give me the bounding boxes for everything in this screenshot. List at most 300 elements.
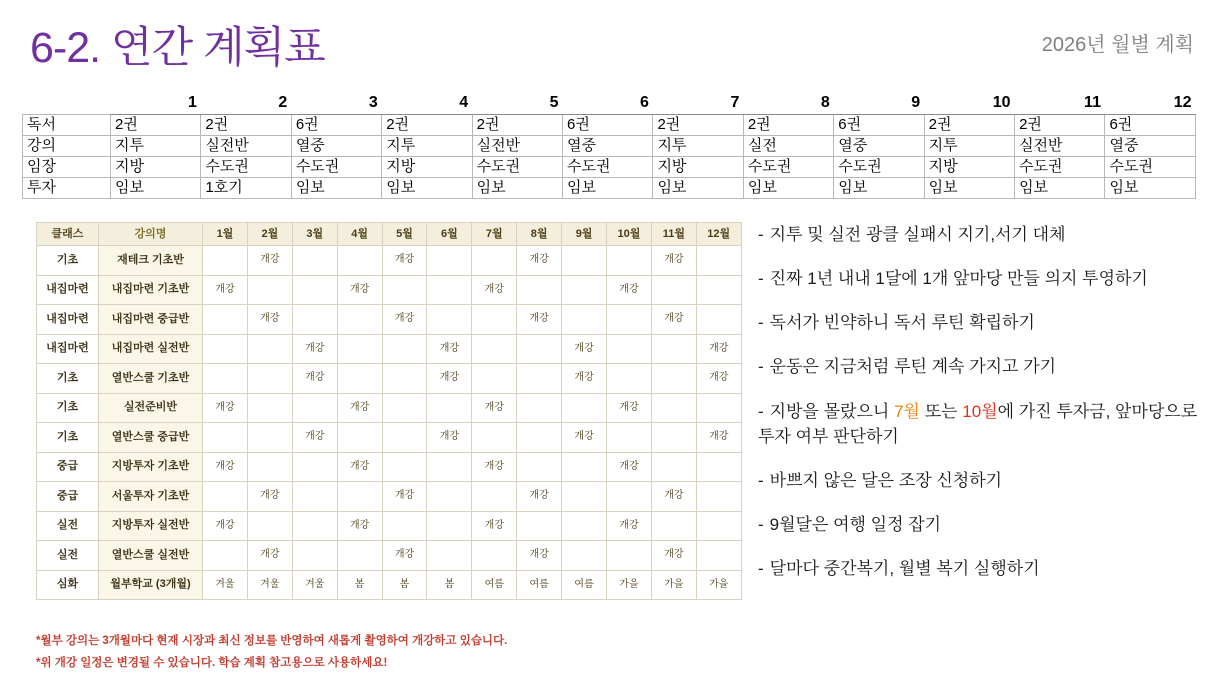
- schedule-month-cell: 개강: [382, 541, 427, 571]
- schedule-month-cell: 개강: [427, 423, 472, 453]
- table-row: [37, 541, 742, 571]
- schedule-month-cell: [651, 334, 696, 364]
- schedule-header-cell: 1월: [203, 223, 248, 246]
- bullet-dash-icon: -: [758, 515, 764, 535]
- schedule-month-cell: [203, 364, 248, 394]
- schedule-course-cell: 지방투자 기초반: [99, 452, 203, 482]
- schedule-month-cell: [337, 423, 382, 453]
- schedule-month-cell: [427, 393, 472, 423]
- year-cell: 지투: [382, 135, 472, 156]
- year-cell: 임보: [653, 177, 743, 198]
- schedule-course-cell: 내집마련 기초반: [99, 275, 203, 305]
- year-month-header: 10: [924, 92, 1014, 114]
- schedule-class-cell: 기초: [37, 393, 99, 423]
- schedule-month-cell: 개강: [696, 423, 741, 453]
- schedule-month-cell: [651, 511, 696, 541]
- schedule-month-cell: [562, 246, 607, 276]
- schedule-month-cell: [382, 511, 427, 541]
- bullet-item: [758, 310, 1202, 335]
- schedule-month-cell: [651, 364, 696, 394]
- bullet-item: [758, 556, 1202, 581]
- table-row: [37, 482, 742, 512]
- table-row: [37, 334, 742, 364]
- schedule-class-cell: 내집마련: [37, 305, 99, 335]
- bullet-dash-icon: -: [758, 357, 764, 377]
- schedule-month-cell: [607, 305, 652, 335]
- schedule-month-cell: 개강: [292, 423, 337, 453]
- schedule-month-cell: 개강: [203, 393, 248, 423]
- schedule-month-cell: [517, 511, 562, 541]
- schedule-class-cell: 내집마련: [37, 334, 99, 364]
- year-cell: 수도권: [472, 156, 562, 177]
- table-row: [37, 364, 742, 394]
- schedule-course-cell: 내집마련 실전반: [99, 334, 203, 364]
- schedule-month-cell: 봄: [427, 570, 472, 600]
- bullet-item: [758, 354, 1202, 379]
- schedule-month-cell: 개강: [517, 482, 562, 512]
- schedule-class-cell: 실전: [37, 541, 99, 571]
- bullet-highlight-month: 10월: [962, 401, 998, 421]
- year-table-row: [23, 156, 1196, 177]
- schedule-month-cell: [607, 541, 652, 571]
- bullet-text: 운동은 지금처럼 루틴 계속 가지고 가기: [769, 357, 1057, 377]
- schedule-month-cell: [472, 541, 517, 571]
- year-table-corner: [23, 92, 111, 114]
- bullet-item: [758, 399, 1202, 449]
- year-cell: 임보: [1105, 177, 1196, 198]
- schedule-header-cell: 7월: [472, 223, 517, 246]
- schedule-month-cell: [562, 275, 607, 305]
- annual-plan-table: [22, 92, 1196, 199]
- schedule-month-cell: 개강: [247, 246, 292, 276]
- year-cell: 열중: [834, 135, 924, 156]
- schedule-month-cell: 개강: [472, 393, 517, 423]
- schedule-month-cell: 개강: [651, 246, 696, 276]
- note-line: *위 개강 일정은 변경될 수 있습니다. 학습 계획 참고용으로 사용하세요!: [36, 657, 388, 670]
- year-cell: 지투: [924, 135, 1014, 156]
- schedule-month-cell: [696, 275, 741, 305]
- note-line: *월부 강의는 3개월마다 현재 시장과 최신 정보를 반영하여 새롭게 촬영하여 개강하고 있습니다.: [36, 635, 508, 647]
- schedule-month-cell: [337, 246, 382, 276]
- year-table-row: [23, 135, 1196, 156]
- schedule-month-cell: 개강: [382, 246, 427, 276]
- table-row: [37, 275, 742, 305]
- schedule-month-cell: 봄: [337, 570, 382, 600]
- year-month-header: 4: [382, 92, 472, 114]
- year-cell: 지방: [382, 156, 472, 177]
- schedule-class-cell: 기초: [37, 423, 99, 453]
- schedule-course-cell: 서울투자 기초반: [99, 482, 203, 512]
- schedule-month-cell: 개강: [607, 511, 652, 541]
- schedule-month-cell: 개강: [562, 334, 607, 364]
- schedule-month-cell: [562, 393, 607, 423]
- schedule-month-cell: 개강: [292, 364, 337, 394]
- bullet-dash-icon: -: [758, 313, 764, 333]
- bullet-text: 바쁘지 않은 달은 조장 신청하기: [769, 470, 1003, 490]
- schedule-month-cell: [607, 482, 652, 512]
- schedule-month-cell: [607, 334, 652, 364]
- schedule-month-cell: 개강: [472, 511, 517, 541]
- schedule-month-cell: 개강: [247, 541, 292, 571]
- year-month-header: 12: [1105, 92, 1196, 114]
- year-row-label: 투자: [23, 177, 111, 198]
- bullet-text: 9월달은 여행 일정 잡기: [769, 515, 942, 535]
- schedule-course-cell: 실전준비반: [99, 393, 203, 423]
- year-cell: 수도권: [743, 156, 833, 177]
- table-row: [37, 246, 742, 276]
- schedule-month-cell: 개강: [517, 246, 562, 276]
- year-cell: 2권: [111, 114, 201, 135]
- schedule-course-cell: 열반스쿨 실전반: [99, 541, 203, 571]
- schedule-month-cell: [696, 452, 741, 482]
- schedule-month-cell: 겨울: [247, 570, 292, 600]
- schedule-month-cell: [203, 541, 248, 571]
- bullet-text: 달마다 중간복기, 월별 복기 실행하기: [769, 559, 1040, 579]
- year-cell: 6권: [291, 114, 381, 135]
- goal-bullet-list: [758, 222, 1202, 600]
- year-cell: 2권: [201, 114, 291, 135]
- schedule-month-cell: [472, 334, 517, 364]
- schedule-month-cell: [292, 482, 337, 512]
- year-cell: 2권: [924, 114, 1014, 135]
- schedule-class-cell: 중급: [37, 452, 99, 482]
- table-row: [37, 393, 742, 423]
- schedule-month-cell: [696, 246, 741, 276]
- year-month-header: 3: [291, 92, 381, 114]
- schedule-month-cell: [427, 452, 472, 482]
- year-cell: 임보: [834, 177, 924, 198]
- schedule-month-cell: [607, 246, 652, 276]
- schedule-month-cell: 가을: [607, 570, 652, 600]
- schedule-month-cell: [696, 393, 741, 423]
- year-cell: 2권: [1015, 114, 1105, 135]
- year-cell: 2권: [743, 114, 833, 135]
- schedule-month-cell: [651, 393, 696, 423]
- schedule-month-cell: 겨울: [203, 570, 248, 600]
- schedule-course-cell: 열반스쿨 중급반: [99, 423, 203, 453]
- year-cell: 실전반: [472, 135, 562, 156]
- year-cell: 열중: [1105, 135, 1196, 156]
- schedule-month-cell: 개강: [292, 334, 337, 364]
- schedule-month-cell: [337, 482, 382, 512]
- schedule-month-cell: 여름: [562, 570, 607, 600]
- schedule-month-cell: [203, 246, 248, 276]
- schedule-course-cell: 지방투자 실전반: [99, 511, 203, 541]
- schedule-month-cell: 개강: [472, 275, 517, 305]
- year-cell: 지방: [653, 156, 743, 177]
- schedule-month-cell: 개강: [427, 334, 472, 364]
- schedule-month-cell: [203, 334, 248, 364]
- bullet-dash-icon: -: [758, 269, 764, 289]
- year-cell: 실전반: [201, 135, 291, 156]
- bullet-dash-icon: -: [758, 225, 764, 244]
- schedule-month-cell: [427, 511, 472, 541]
- schedule-month-cell: 개강: [517, 541, 562, 571]
- schedule-header-cell: 클래스: [37, 223, 99, 246]
- schedule-month-cell: [562, 541, 607, 571]
- schedule-month-cell: [427, 305, 472, 335]
- bullet-item: [758, 222, 1202, 247]
- schedule-month-cell: [427, 246, 472, 276]
- year-cell: 지방: [924, 156, 1014, 177]
- schedule-month-cell: 개강: [696, 364, 741, 394]
- year-cell: 6권: [563, 114, 653, 135]
- bullet-item: [758, 512, 1202, 537]
- year-cell: 수도권: [1105, 156, 1196, 177]
- schedule-month-cell: [427, 541, 472, 571]
- bullet-text: 독서가 빈약하니 독서 루틴 확립하기: [769, 313, 1035, 333]
- schedule-month-cell: [607, 364, 652, 394]
- schedule-month-cell: [607, 423, 652, 453]
- year-cell: 6권: [1105, 114, 1196, 135]
- year-cell: 2권: [382, 114, 472, 135]
- schedule-month-cell: [696, 541, 741, 571]
- schedule-month-cell: [382, 334, 427, 364]
- schedule-header-cell: 5월: [382, 223, 427, 246]
- bullet-text: 지투 및 실전 광클 실패시 지기,서기 대체: [769, 225, 1066, 244]
- schedule-month-cell: 개강: [607, 393, 652, 423]
- schedule-month-cell: [517, 275, 562, 305]
- schedule-month-cell: [382, 423, 427, 453]
- schedule-month-cell: 개강: [696, 334, 741, 364]
- schedule-month-cell: [427, 275, 472, 305]
- schedule-month-cell: 개강: [472, 452, 517, 482]
- schedule-month-cell: [472, 482, 517, 512]
- schedule-month-cell: [517, 452, 562, 482]
- schedule-month-cell: 개강: [607, 452, 652, 482]
- schedule-header-cell: 11월: [651, 223, 696, 246]
- schedule-month-cell: 개강: [651, 482, 696, 512]
- schedule-month-cell: [382, 275, 427, 305]
- year-table-header-row: [23, 92, 1196, 114]
- schedule-month-cell: [562, 452, 607, 482]
- year-cell: 임보: [382, 177, 472, 198]
- schedule-month-cell: [292, 452, 337, 482]
- schedule-month-cell: [696, 511, 741, 541]
- table-row: [37, 452, 742, 482]
- schedule-class-cell: 실전: [37, 511, 99, 541]
- bullet-dash-icon: -: [758, 470, 764, 490]
- schedule-month-cell: 가을: [651, 570, 696, 600]
- schedule-month-cell: [517, 334, 562, 364]
- schedule-month-cell: 개강: [651, 305, 696, 335]
- schedule-month-cell: 겨울: [292, 570, 337, 600]
- schedule-header-cell: 8월: [517, 223, 562, 246]
- table-row: [37, 570, 742, 600]
- schedule-month-cell: [472, 423, 517, 453]
- bullet-text: 또는: [919, 401, 963, 421]
- schedule-class-cell: 심화: [37, 570, 99, 600]
- schedule-month-cell: [337, 305, 382, 335]
- schedule-class-cell: 기초: [37, 246, 99, 276]
- year-table-row: [23, 114, 1196, 135]
- schedule-header-cell: 2월: [247, 223, 292, 246]
- bullet-item: [758, 468, 1202, 493]
- schedule-month-cell: [472, 364, 517, 394]
- schedule-month-cell: [562, 511, 607, 541]
- schedule-month-cell: [651, 452, 696, 482]
- schedule-month-cell: 개강: [203, 275, 248, 305]
- schedule-month-cell: [247, 452, 292, 482]
- year-cell: 2권: [653, 114, 743, 135]
- year-cell: 실전반: [1015, 135, 1105, 156]
- schedule-month-cell: [247, 364, 292, 394]
- schedule-month-cell: [472, 305, 517, 335]
- table-row: [37, 423, 742, 453]
- schedule-month-cell: 개강: [562, 423, 607, 453]
- schedule-class-cell: 기초: [37, 364, 99, 394]
- year-month-header: 8: [743, 92, 833, 114]
- year-month-header: 2: [201, 92, 291, 114]
- year-cell: 지투: [111, 135, 201, 156]
- year-month-header: 6: [563, 92, 653, 114]
- schedule-month-cell: [292, 275, 337, 305]
- schedule-month-cell: [382, 364, 427, 394]
- schedule-header-cell: 3월: [292, 223, 337, 246]
- schedule-month-cell: 개강: [247, 482, 292, 512]
- year-cell: 지투: [653, 135, 743, 156]
- schedule-month-cell: 개강: [337, 393, 382, 423]
- year-row-label: 독서: [23, 114, 111, 135]
- year-cell: 수도권: [1015, 156, 1105, 177]
- schedule-header-cell: 10월: [607, 223, 652, 246]
- year-month-header: 11: [1015, 92, 1105, 114]
- schedule-month-cell: 개강: [651, 541, 696, 571]
- schedule-header-cell: 4월: [337, 223, 382, 246]
- schedule-header-cell: 9월: [562, 223, 607, 246]
- year-month-header: 9: [834, 92, 924, 114]
- schedule-month-cell: 개강: [607, 275, 652, 305]
- schedule-month-cell: [382, 393, 427, 423]
- year-table-row: [23, 177, 1196, 198]
- schedule-month-cell: 개강: [517, 305, 562, 335]
- year-cell: 임보: [743, 177, 833, 198]
- schedule-month-cell: [696, 305, 741, 335]
- schedule-header-cell: 강의명: [99, 223, 203, 246]
- schedule-month-cell: 여름: [517, 570, 562, 600]
- year-cell: 6권: [834, 114, 924, 135]
- schedule-month-cell: [517, 423, 562, 453]
- year-cell: 임보: [1015, 177, 1105, 198]
- year-cell: 지방: [111, 156, 201, 177]
- year-cell: 열중: [563, 135, 653, 156]
- year-cell: 열중: [291, 135, 381, 156]
- year-cell: 수도권: [834, 156, 924, 177]
- year-cell: 수도권: [201, 156, 291, 177]
- bullet-text: 에 가진 투자금, 앞마당으로 투자 여부 판단하기: [758, 401, 1198, 446]
- year-cell: 1호기: [201, 177, 291, 198]
- schedule-month-cell: [517, 364, 562, 394]
- bullet-dash-icon: -: [758, 401, 764, 421]
- schedule-month-cell: 봄: [382, 570, 427, 600]
- year-cell: 실전: [743, 135, 833, 156]
- schedule-month-cell: [337, 364, 382, 394]
- schedule-class-cell: 내집마련: [37, 275, 99, 305]
- schedule-course-cell: 재테크 기초반: [99, 246, 203, 276]
- schedule-month-cell: [651, 423, 696, 453]
- class-schedule-table: [36, 222, 742, 600]
- schedule-month-cell: 개강: [382, 305, 427, 335]
- year-cell: 수도권: [563, 156, 653, 177]
- schedule-month-cell: [517, 393, 562, 423]
- schedule-month-cell: 개강: [203, 452, 248, 482]
- schedule-month-cell: [562, 482, 607, 512]
- schedule-header-cell: 6월: [427, 223, 472, 246]
- schedule-class-cell: 중급: [37, 482, 99, 512]
- schedule-header-cell: 12월: [696, 223, 741, 246]
- schedule-course-cell: 월부학교 (3개월): [99, 570, 203, 600]
- schedule-month-cell: [247, 334, 292, 364]
- page-subtitle: 2026년 월별 계획: [1041, 34, 1194, 56]
- schedule-month-cell: [696, 482, 741, 512]
- bullet-item: [758, 266, 1202, 291]
- schedule-month-cell: [203, 423, 248, 453]
- schedule-month-cell: [247, 393, 292, 423]
- schedule-notes: [36, 630, 507, 675]
- table-row: [37, 305, 742, 335]
- page-title: 6-2. 연간 계획표: [30, 24, 325, 72]
- schedule-month-cell: [292, 541, 337, 571]
- schedule-month-cell: 개강: [562, 364, 607, 394]
- year-month-header: 5: [472, 92, 562, 114]
- year-row-label: 강의: [23, 135, 111, 156]
- schedule-month-cell: [247, 511, 292, 541]
- schedule-month-cell: 개강: [337, 511, 382, 541]
- schedule-month-cell: [651, 275, 696, 305]
- schedule-month-cell: 여름: [472, 570, 517, 600]
- schedule-month-cell: [292, 511, 337, 541]
- schedule-month-cell: [203, 482, 248, 512]
- schedule-month-cell: [562, 305, 607, 335]
- schedule-month-cell: [427, 482, 472, 512]
- schedule-course-cell: 열반스쿨 기초반: [99, 364, 203, 394]
- schedule-month-cell: 개강: [337, 275, 382, 305]
- year-cell: 수도권: [291, 156, 381, 177]
- bullet-text: 진짜 1년 내내 1달에 1개 앞마당 만들 의지 투영하기: [769, 269, 1148, 289]
- schedule-month-cell: [292, 393, 337, 423]
- year-cell: 임보: [563, 177, 653, 198]
- schedule-month-cell: 개강: [247, 305, 292, 335]
- year-month-header: 1: [111, 92, 201, 114]
- schedule-month-cell: 개강: [203, 511, 248, 541]
- schedule-month-cell: [247, 423, 292, 453]
- schedule-month-cell: [247, 275, 292, 305]
- year-row-label: 임장: [23, 156, 111, 177]
- schedule-month-cell: 개강: [427, 364, 472, 394]
- schedule-month-cell: [337, 334, 382, 364]
- schedule-month-cell: [203, 305, 248, 335]
- year-cell: 임보: [472, 177, 562, 198]
- year-cell: 임보: [111, 177, 201, 198]
- bullet-text: 지방을 몰랐으니: [769, 401, 895, 421]
- year-cell: 2권: [472, 114, 562, 135]
- schedule-month-cell: 개강: [337, 452, 382, 482]
- schedule-course-cell: 내집마련 중급반: [99, 305, 203, 335]
- schedule-month-cell: [292, 305, 337, 335]
- schedule-month-cell: 개강: [382, 482, 427, 512]
- schedule-month-cell: [382, 452, 427, 482]
- year-cell: 임보: [291, 177, 381, 198]
- year-month-header: 7: [653, 92, 743, 114]
- year-cell: 임보: [924, 177, 1014, 198]
- bullet-highlight-month: 7월: [894, 401, 920, 421]
- bullet-dash-icon: -: [758, 559, 764, 579]
- schedule-month-cell: [472, 246, 517, 276]
- schedule-month-cell: 가을: [696, 570, 741, 600]
- schedule-month-cell: [337, 541, 382, 571]
- schedule-month-cell: [292, 246, 337, 276]
- table-row: [37, 511, 742, 541]
